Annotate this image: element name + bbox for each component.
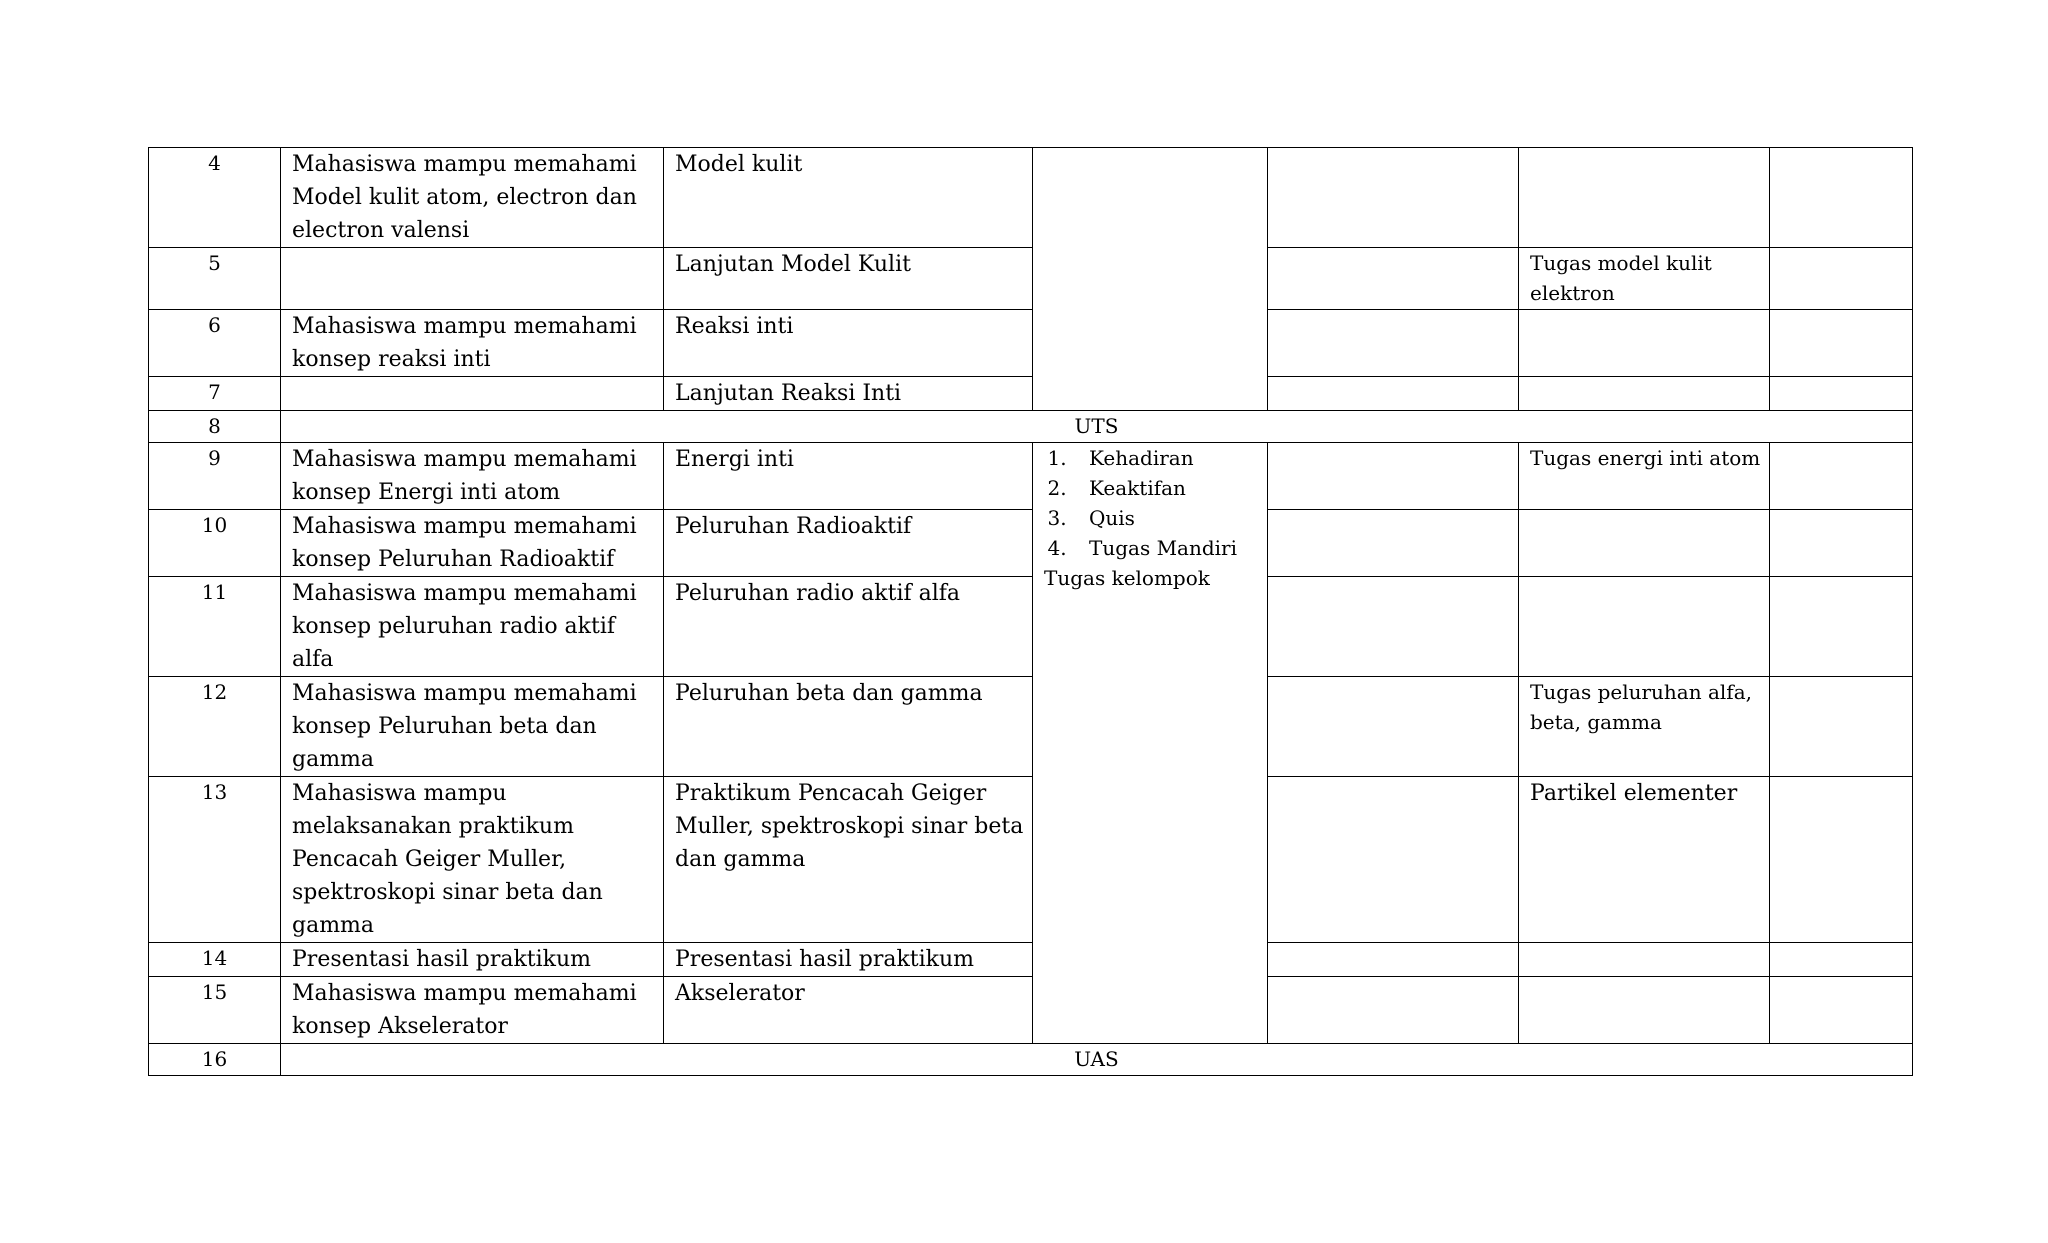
assessment <box>1268 310 1519 377</box>
assessment <box>1268 248 1519 310</box>
week-number: 11 <box>149 577 281 677</box>
method-item: 1. Kehadiran <box>1073 443 1267 473</box>
assessment <box>1268 148 1519 248</box>
assignment <box>1519 943 1770 977</box>
method-extra: Tugas kelompok <box>1044 566 1210 590</box>
notes <box>1770 377 1913 411</box>
assessment <box>1268 977 1519 1044</box>
topic: Praktikum Pencacah Geiger Muller, spektroskopi sinar beta dan gamma <box>664 777 1033 943</box>
notes <box>1770 443 1913 510</box>
table-row <box>149 148 1913 248</box>
notes <box>1770 677 1913 777</box>
assignment: Tugas model kulit elektron <box>1519 248 1770 310</box>
exam-row <box>149 1044 1913 1076</box>
notes <box>1770 777 1913 943</box>
assessment <box>1268 777 1519 943</box>
learning-outcome <box>281 377 664 411</box>
week-number: 4 <box>149 148 281 248</box>
learning-outcome: Mahasiswa mampu memahami konsep Peluruhan Radioaktif <box>281 510 664 577</box>
notes <box>1770 310 1913 377</box>
assignment: Partikel elementer <box>1519 777 1770 943</box>
topic: Akselerator <box>664 977 1033 1044</box>
topic: Peluruhan beta dan gamma <box>664 677 1033 777</box>
week-number: 6 <box>149 310 281 377</box>
method-item: 3. Quis <box>1073 503 1267 533</box>
week-number: 7 <box>149 377 281 411</box>
notes <box>1770 977 1913 1044</box>
week-number: 8 <box>149 411 281 443</box>
method-item: 4. Tugas Mandiri <box>1073 533 1267 563</box>
notes <box>1770 577 1913 677</box>
exam-label: UAS <box>281 1044 1913 1076</box>
method-item: 2. Keaktifan <box>1073 473 1267 503</box>
notes <box>1770 248 1913 310</box>
notes <box>1770 510 1913 577</box>
rps-schedule-table <box>148 147 1913 1076</box>
notes <box>1770 943 1913 977</box>
learning-outcome: Mahasiswa mampu memahami konsep Akselerator <box>281 977 664 1044</box>
learning-outcome: Mahasiswa mampu memahami konsep Energi inti atom <box>281 443 664 510</box>
week-number: 13 <box>149 777 281 943</box>
week-number: 14 <box>149 943 281 977</box>
table-row <box>149 677 1913 777</box>
topic: Model kulit <box>664 148 1033 248</box>
learning-outcome: Mahasiswa mampu memahami konsep peluruhan radio aktif alfa <box>281 577 664 677</box>
table-row <box>149 310 1913 377</box>
week-number: 9 <box>149 443 281 510</box>
table-row <box>149 510 1913 577</box>
week-number: 12 <box>149 677 281 777</box>
method-list <box>1033 443 1267 563</box>
notes <box>1770 148 1913 248</box>
table-row <box>149 443 1913 510</box>
assessment <box>1268 510 1519 577</box>
table-row <box>149 577 1913 677</box>
assessment <box>1268 677 1519 777</box>
topic: Presentasi hasil praktikum <box>664 943 1033 977</box>
assessment <box>1268 943 1519 977</box>
method-cell <box>1033 148 1268 411</box>
assignment <box>1519 148 1770 248</box>
assignment: Tugas energi inti atom <box>1519 443 1770 510</box>
table-row <box>149 943 1913 977</box>
week-number: 10 <box>149 510 281 577</box>
method-cell <box>1033 443 1268 1044</box>
table-row <box>149 377 1913 411</box>
learning-outcome: Mahasiswa mampu memahami konsep reaksi inti <box>281 310 664 377</box>
assignment <box>1519 310 1770 377</box>
week-number: 15 <box>149 977 281 1044</box>
table-row <box>149 777 1913 943</box>
assignment <box>1519 510 1770 577</box>
topic: Lanjutan Model Kulit <box>664 248 1033 310</box>
topic: Reaksi inti <box>664 310 1033 377</box>
week-number: 16 <box>149 1044 281 1076</box>
assignment <box>1519 577 1770 677</box>
assignment: Tugas peluruhan alfa, beta, gamma <box>1519 677 1770 777</box>
learning-outcome <box>281 248 664 310</box>
assignment <box>1519 377 1770 411</box>
topic: Peluruhan Radioaktif <box>664 510 1033 577</box>
week-number: 5 <box>149 248 281 310</box>
exam-label: UTS <box>281 411 1913 443</box>
table-row <box>149 248 1913 310</box>
assignment <box>1519 977 1770 1044</box>
assessment <box>1268 443 1519 510</box>
table-row <box>149 977 1913 1044</box>
learning-outcome: Presentasi hasil praktikum <box>281 943 664 977</box>
topic: Energi inti <box>664 443 1033 510</box>
topic: Peluruhan radio aktif alfa <box>664 577 1033 677</box>
assessment <box>1268 377 1519 411</box>
assessment <box>1268 577 1519 677</box>
exam-row <box>149 411 1913 443</box>
learning-outcome: Mahasiswa mampu memahami konsep Peluruhan beta dan gamma <box>281 677 664 777</box>
topic: Lanjutan Reaksi Inti <box>664 377 1033 411</box>
learning-outcome: Mahasiswa mampu memahami Model kulit atom, electron dan electron valensi <box>281 148 664 248</box>
learning-outcome: Mahasiswa mampu melaksanakan praktikum Pencacah Geiger Muller, spektroskopi sinar beta dan gamma <box>281 777 664 943</box>
